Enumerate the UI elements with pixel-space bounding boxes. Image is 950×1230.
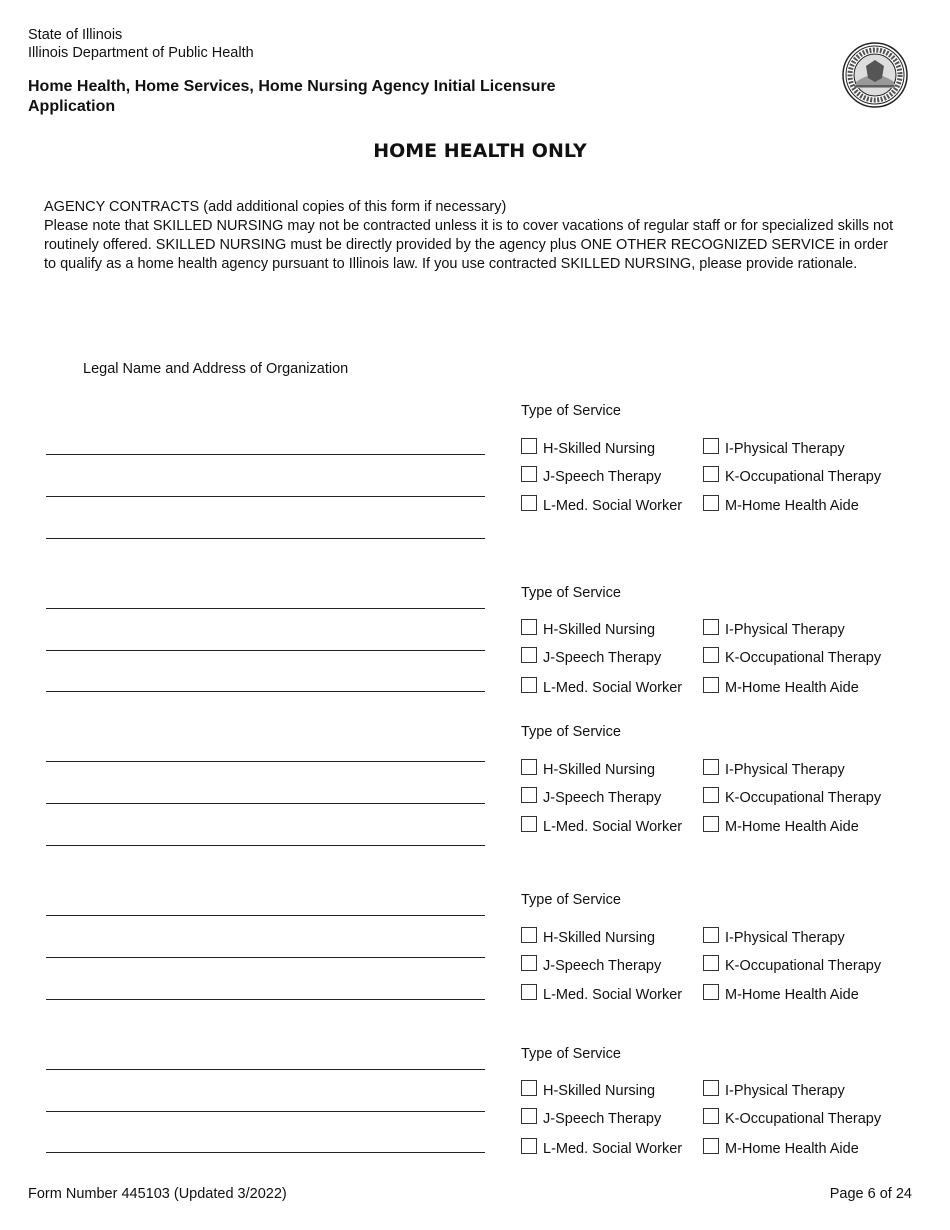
service-label: I-Physical Therapy bbox=[725, 930, 845, 946]
checkbox[interactable] bbox=[521, 1080, 537, 1096]
checkbox[interactable] bbox=[521, 438, 537, 454]
checkbox[interactable] bbox=[703, 1138, 719, 1154]
service-label: L-Med. Social Worker bbox=[543, 680, 683, 696]
service-option[interactable] bbox=[703, 759, 845, 778]
service-label: I-Physical Therapy bbox=[725, 622, 845, 638]
service-label: J-Speech Therapy bbox=[543, 469, 662, 485]
type-of-service-label: Type of Service bbox=[521, 724, 621, 740]
service-label: H-Skilled Nursing bbox=[543, 930, 656, 946]
org-line[interactable] bbox=[46, 915, 485, 916]
org-line[interactable] bbox=[46, 608, 485, 609]
service-label: I-Physical Therapy bbox=[725, 1083, 845, 1099]
checkbox[interactable] bbox=[703, 984, 719, 1000]
service-option[interactable] bbox=[521, 984, 682, 1003]
section-title: HOME HEALTH ONLY bbox=[373, 140, 587, 162]
service-option[interactable] bbox=[521, 927, 655, 946]
service-label: H-Skilled Nursing bbox=[543, 441, 656, 457]
application-title bbox=[28, 77, 648, 117]
checkbox[interactable] bbox=[703, 927, 719, 943]
application-title-line2: Application bbox=[28, 98, 116, 115]
service-label: L-Med. Social Worker bbox=[543, 987, 683, 1003]
org-line[interactable] bbox=[46, 650, 485, 651]
checkbox[interactable] bbox=[521, 619, 537, 635]
service-option[interactable] bbox=[521, 1108, 661, 1127]
org-line[interactable] bbox=[46, 1152, 485, 1153]
intro-paragraph: Please note that SKILLED NURSING may not be contracted unless it is to cover vacations of regular staff or for specialized skills not routinely offered. SKILLED NURSING must be directly provided by the agency plus ONE OTHER RECOGNIZED SERVICE in order to qualify as a home health agency pursuant to Illinois law. If you use contracted SKILLED NURSING, please provide rationale. bbox=[44, 218, 894, 272]
service-label: M-Home Health Aide bbox=[725, 819, 859, 835]
org-line[interactable] bbox=[46, 803, 485, 804]
service-option[interactable] bbox=[703, 816, 859, 835]
service-option[interactable] bbox=[521, 495, 682, 514]
legal-name-label: Legal Name and Address of Organization bbox=[83, 361, 349, 377]
checkbox[interactable] bbox=[703, 759, 719, 775]
service-option[interactable] bbox=[703, 1138, 859, 1157]
checkbox[interactable] bbox=[703, 677, 719, 693]
checkbox[interactable] bbox=[521, 927, 537, 943]
application-title-line1: Home Health, Home Services, Home Nursing Agency Initial Licensure bbox=[28, 78, 556, 95]
service-option[interactable] bbox=[703, 438, 845, 457]
checkbox[interactable] bbox=[703, 647, 719, 663]
org-line[interactable] bbox=[46, 957, 485, 958]
org-line[interactable] bbox=[46, 538, 485, 539]
service-label: K-Occupational Therapy bbox=[725, 650, 882, 666]
service-option[interactable] bbox=[703, 955, 881, 974]
checkbox[interactable] bbox=[703, 619, 719, 635]
form-number: Form Number 445103 (Updated 3/2022) bbox=[28, 1186, 287, 1202]
checkbox[interactable] bbox=[703, 466, 719, 482]
checkbox[interactable] bbox=[703, 1080, 719, 1096]
service-option[interactable] bbox=[703, 927, 845, 946]
service-label: K-Occupational Therapy bbox=[725, 469, 882, 485]
service-label: L-Med. Social Worker bbox=[543, 819, 683, 835]
checkbox[interactable] bbox=[521, 1138, 537, 1154]
service-option[interactable] bbox=[521, 677, 682, 696]
service-label: H-Skilled Nursing bbox=[543, 622, 656, 638]
state-name: State of Illinois bbox=[28, 27, 123, 43]
type-of-service-label: Type of Service bbox=[521, 1046, 621, 1062]
service-label: K-Occupational Therapy bbox=[725, 1111, 882, 1127]
checkbox[interactable] bbox=[703, 816, 719, 832]
checkbox[interactable] bbox=[703, 495, 719, 511]
checkbox[interactable] bbox=[703, 438, 719, 454]
service-label: M-Home Health Aide bbox=[725, 680, 859, 696]
service-option[interactable] bbox=[703, 647, 881, 666]
checkbox[interactable] bbox=[521, 759, 537, 775]
service-label: J-Speech Therapy bbox=[543, 790, 662, 806]
service-label: H-Skilled Nursing bbox=[543, 762, 656, 778]
service-option[interactable] bbox=[703, 677, 859, 696]
service-option[interactable] bbox=[521, 1080, 655, 1099]
org-line[interactable] bbox=[46, 845, 485, 846]
department-name: Illinois Department of Public Health bbox=[28, 45, 254, 61]
checkbox[interactable] bbox=[521, 955, 537, 971]
service-option[interactable] bbox=[703, 619, 845, 638]
service-label: J-Speech Therapy bbox=[543, 650, 662, 666]
page-number: Page 6 of 24 bbox=[829, 1186, 912, 1202]
type-of-service-label: Type of Service bbox=[521, 585, 621, 601]
service-label: L-Med. Social Worker bbox=[543, 1141, 683, 1157]
org-line[interactable] bbox=[46, 691, 485, 692]
service-label: J-Speech Therapy bbox=[543, 1111, 662, 1127]
service-label: H-Skilled Nursing bbox=[543, 1083, 656, 1099]
checkbox[interactable] bbox=[521, 677, 537, 693]
service-label: L-Med. Social Worker bbox=[543, 498, 683, 514]
checkbox[interactable] bbox=[703, 787, 719, 803]
checkbox[interactable] bbox=[521, 787, 537, 803]
service-option[interactable] bbox=[703, 466, 881, 485]
intro-heading: AGENCY CONTRACTS (add additional copies of this form if necessary) bbox=[44, 199, 507, 215]
service-option[interactable] bbox=[521, 619, 655, 638]
type-of-service-label: Type of Service bbox=[521, 403, 621, 419]
service-label: J-Speech Therapy bbox=[543, 958, 662, 974]
service-option[interactable] bbox=[521, 438, 655, 457]
service-option[interactable] bbox=[521, 647, 661, 666]
service-option[interactable] bbox=[521, 787, 661, 806]
checkbox[interactable] bbox=[521, 816, 537, 832]
service-option[interactable] bbox=[521, 759, 655, 778]
state-seal-icon bbox=[842, 42, 908, 108]
checkbox[interactable] bbox=[703, 1108, 719, 1124]
service-label: I-Physical Therapy bbox=[725, 762, 845, 778]
checkbox[interactable] bbox=[703, 955, 719, 971]
service-option[interactable] bbox=[703, 1108, 881, 1127]
checkbox[interactable] bbox=[521, 495, 537, 511]
service-option[interactable] bbox=[521, 466, 661, 485]
service-label: I-Physical Therapy bbox=[725, 441, 845, 457]
service-option[interactable] bbox=[703, 495, 859, 514]
checkbox[interactable] bbox=[521, 647, 537, 663]
service-option[interactable] bbox=[521, 816, 682, 835]
checkbox[interactable] bbox=[521, 984, 537, 1000]
service-label: M-Home Health Aide bbox=[725, 1141, 859, 1157]
org-line[interactable] bbox=[46, 1111, 485, 1112]
service-option[interactable] bbox=[703, 1080, 845, 1099]
type-of-service-label: Type of Service bbox=[521, 892, 621, 908]
service-option[interactable] bbox=[703, 984, 859, 1003]
service-label: M-Home Health Aide bbox=[725, 987, 859, 1003]
org-line[interactable] bbox=[46, 454, 485, 455]
service-label: K-Occupational Therapy bbox=[725, 790, 882, 806]
org-line[interactable] bbox=[46, 496, 485, 497]
org-line[interactable] bbox=[46, 1069, 485, 1070]
service-option[interactable] bbox=[521, 1138, 682, 1157]
checkbox[interactable] bbox=[521, 1108, 537, 1124]
service-label: M-Home Health Aide bbox=[725, 498, 859, 514]
checkbox[interactable] bbox=[521, 466, 537, 482]
intro-text bbox=[44, 198, 904, 274]
service-label: K-Occupational Therapy bbox=[725, 958, 882, 974]
service-option[interactable] bbox=[703, 787, 881, 806]
org-line[interactable] bbox=[46, 999, 485, 1000]
org-line[interactable] bbox=[46, 761, 485, 762]
service-option[interactable] bbox=[521, 955, 661, 974]
